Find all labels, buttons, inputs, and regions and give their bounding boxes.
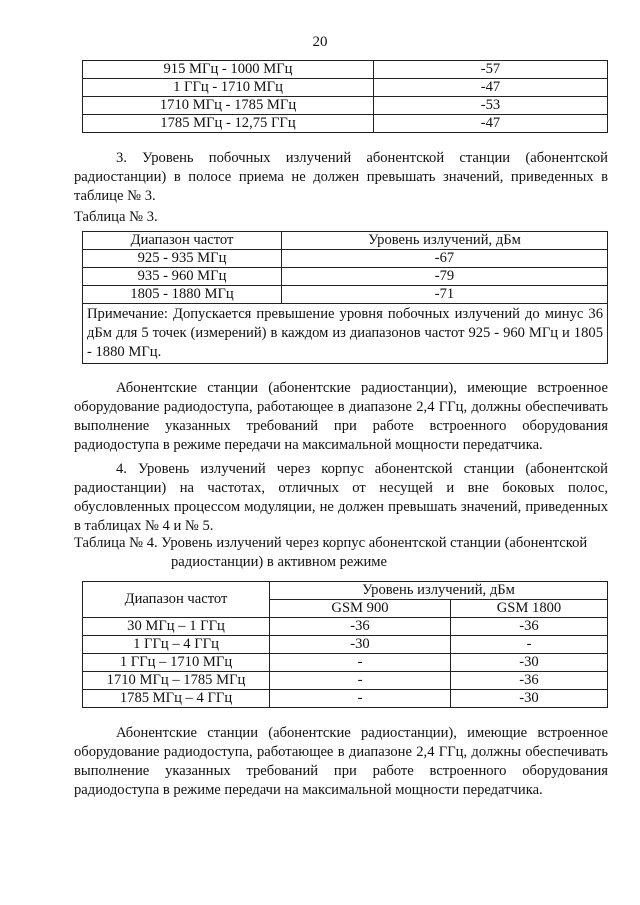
continued-table-cell: -47 (374, 79, 608, 97)
paragraph-item-3: 3. Уровень побочных излучений абонентской станции (абонентской радиостанции) в полосе приема не должен превышать значений, приведенных в таблице № 3. (74, 150, 608, 204)
continued-table-cell: 1710 МГц - 1785 МГц (83, 97, 374, 115)
continued-table-cell: -57 (374, 61, 608, 79)
table-4-cell: -36 (451, 618, 608, 636)
continued-table-cell: -53 (374, 97, 608, 115)
table-4-cell: - (270, 690, 451, 708)
paragraph-item-4: 4. Уровень излучений через корпус абонентской станции (абонентской радиостанции) на частотах, отличных от несущей и вне боковых полос, обусловленных процессом модуляции, не должен превышать значений, приведенных в таблицах № 4 и № 5. (74, 461, 608, 534)
table-4 (82, 581, 608, 708)
table-4-row (83, 636, 608, 654)
table-4-row (83, 690, 608, 708)
table-3-row (83, 268, 608, 286)
table-4-row (83, 672, 608, 690)
table-4-row (83, 618, 608, 636)
table-4-cell: -36 (270, 618, 451, 636)
table-3-cell: -71 (282, 286, 608, 304)
table-4-cell: 30 МГц – 1 ГГц (83, 618, 270, 636)
paragraph-builtin-radio-1: Абонентские станции (абонентские радиостанции), имеющие встроенное оборудование радиодоступа, работающее в диапазоне 2,4 ГГц, должны обеспечивать выполнение указанных требований при работе встроенного оборудования радиодоступа в режиме передачи на максимальной мощности передатчика. (74, 380, 608, 453)
table-4-cell: -30 (270, 636, 451, 654)
table-3-note: Примечание: Допускается превышение уровня побочных излучений до минус 36 дБм для 5 точек (измерений) в каждом из диапазонов частот 925 - 960 МГц и 1805 - 1880 МГц. (83, 304, 608, 364)
continued-table-row (83, 97, 608, 115)
table-4-header-level: Уровень излучений, дБм (270, 582, 608, 600)
table-4-cell: -36 (451, 672, 608, 690)
table-4-cell: -30 (451, 690, 608, 708)
table-4-row (83, 654, 608, 672)
table-3-cell: 935 - 960 МГц (83, 268, 282, 286)
table-4-caption-line-2: радиостанции) в активном режиме (171, 554, 388, 570)
table-4-cell: - (451, 636, 608, 654)
table-3-caption: Таблица № 3. (74, 209, 158, 225)
continued-table-cell: 1785 МГц - 12,75 ГГц (83, 115, 374, 133)
continued-table-cell: 915 МГц - 1000 МГц (83, 61, 374, 79)
table-3-row (83, 286, 608, 304)
continued-table-row (83, 79, 608, 97)
table-4-cell: 1710 МГц – 1785 МГц (83, 672, 270, 690)
table-4-cell: -30 (451, 654, 608, 672)
table-4-header-gsm1800: GSM 1800 (451, 600, 608, 618)
table-4-header-gsm900: GSM 900 (270, 600, 451, 618)
table-3 (82, 231, 608, 364)
table-3-cell: 1805 - 1880 МГц (83, 286, 282, 304)
table-4-cell: 1785 МГц – 4 ГГц (83, 690, 270, 708)
paragraph-builtin-radio-2: Абонентские станции (абонентские радиостанции), имеющие встроенное оборудование радиодоступа, работающее в диапазоне 2,4 ГГц, должны обеспечивать выполнение указанных требований при работе встроенного оборудования радиодоступа в режиме передачи на максимальной мощности передатчика. (74, 725, 608, 798)
table-3-header-range: Диапазон частот (83, 232, 282, 250)
table-3-cell: -67 (282, 250, 608, 268)
table-3-cell: -79 (282, 268, 608, 286)
continued-table-cell: -47 (374, 115, 608, 133)
table-3-header-level: Уровень излучений, дБм (282, 232, 608, 250)
table-3-cell: 925 - 935 МГц (83, 250, 282, 268)
page-number: 20 (312, 34, 328, 50)
table-4-header-range: Диапазон частот (83, 582, 270, 618)
table-4-cell: - (270, 672, 451, 690)
continued-table-row (83, 61, 608, 79)
continued-table-cell: 1 ГГц - 1710 МГц (83, 79, 374, 97)
table-3-row (83, 250, 608, 268)
table-4-cell: - (270, 654, 451, 672)
table-4-cell: 1 ГГц – 1710 МГц (83, 654, 270, 672)
table-4-caption-line-1: Таблица № 4. Уровень излучений через корпус абонентской станции (абонентской (74, 535, 588, 551)
continued-table (82, 60, 608, 133)
table-4-cell: 1 ГГц – 4 ГГц (83, 636, 270, 654)
continued-table-row (83, 115, 608, 133)
